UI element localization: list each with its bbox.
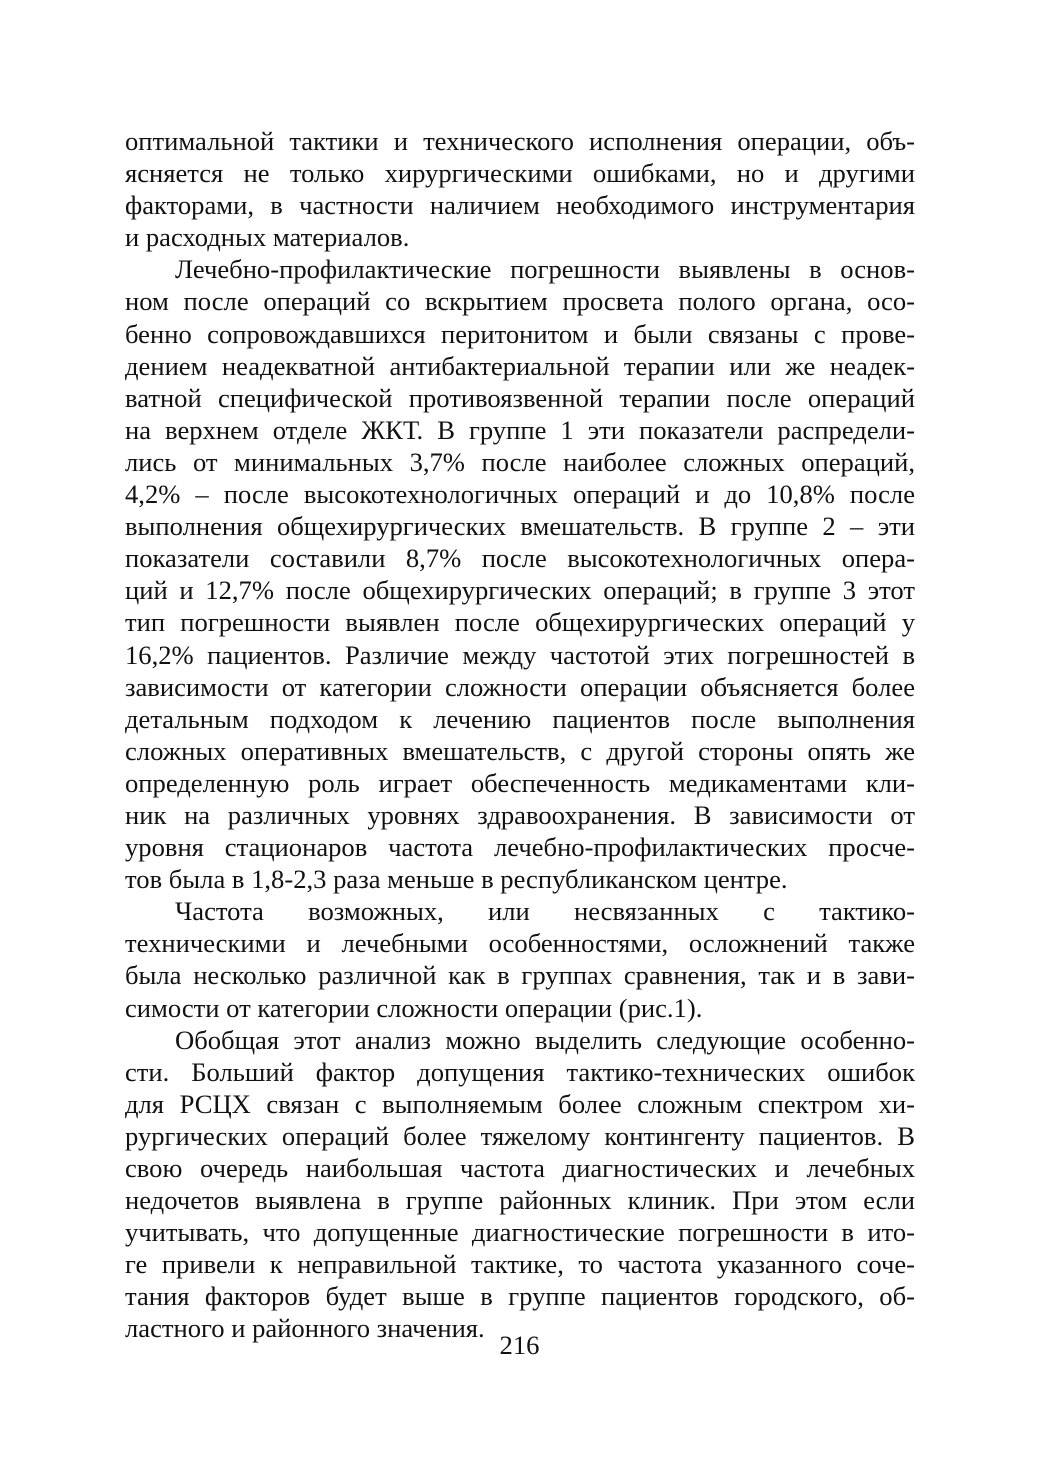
text-line: зависимости от категории сложности операции объясняется более	[125, 671, 915, 702]
text-line: Обобщая этот анализ можно выделить следующие особенно-	[175, 1024, 915, 1055]
paragraph	[125, 253, 915, 895]
text-line: 4,2% – после высокотехнологичных операций и до 10,8% после	[125, 479, 915, 510]
text-line: выполнения общехирургических вмешательств. В группе 2 – эти	[125, 511, 915, 542]
text-line: для РСЦХ связан с выполняемым более сложным спектром хи-	[125, 1088, 915, 1119]
text-line: дением неадекватной антибактериальной терапии или же неадек-	[125, 350, 915, 381]
text-line: была несколько различной как в группах сравнения, так и в зави-	[125, 960, 915, 991]
text-line: ватной специфической противоязвенной терапии после операций	[125, 382, 915, 413]
text-line: Частота возможных, или несвязанных с тактико-	[175, 896, 915, 927]
text-line: рургических операций более тяжелому контингенту пациентов. В	[125, 1120, 915, 1151]
text-line: факторами, в частности наличием необходимого инструментария	[125, 190, 915, 221]
paragraph	[125, 1024, 915, 1345]
text-line: детальным подходом к лечению пациентов после выполнения	[125, 703, 915, 734]
text-line: тания факторов будет выше в группе пациентов городского, об-	[125, 1281, 915, 1312]
text-line: лись от минимальных 3,7% после наиболее сложных операций,	[125, 446, 915, 477]
text-line: техническими и лечебными особенностями, осложнений также	[125, 928, 915, 959]
text-line: недочетов выявлена в группе районных клиник. При этом если	[125, 1185, 915, 1216]
paragraph	[125, 125, 915, 253]
text-line: и расходных материалов.	[125, 222, 410, 253]
text-line: симости от категории сложности операции (рис.1).	[125, 992, 703, 1023]
text-line: Лечебно-профилактические погрешности выявлены в основ-	[175, 254, 915, 285]
text-line: ге привели к неправильной тактике, то частота указанного соче-	[125, 1249, 915, 1280]
text-line: ций и 12,7% после общехирургических операций; в группе 3 этот	[125, 575, 915, 606]
text-line: ник на различных уровнях здравоохранения. В зависимости от	[125, 799, 915, 830]
text-line: оптимальной тактики и технического исполнения операции, объ-	[125, 126, 915, 156]
text-line: ластного и районного значения.	[125, 1313, 485, 1344]
text-line: тип погрешности выявлен после общехирургических операций у	[125, 607, 915, 638]
text-line: ном после операций со вскрытием просвета полого органа, осо-	[125, 286, 915, 317]
text-line: свою очередь наибольшая частота диагностических и лечебных	[125, 1153, 915, 1183]
text-line: показатели составили 8,7% после высокотехнологичных опера-	[125, 543, 915, 574]
text-line: определенную роль играет обеспеченность медикаментами кли-	[125, 767, 915, 798]
page-body	[125, 125, 915, 1345]
text-line: сложных оперативных вмешательств, с другой стороны опять же	[125, 735, 915, 766]
text-line: сти. Больший фактор допущения тактико-технических ошибок	[125, 1056, 915, 1087]
paragraph	[125, 895, 915, 1023]
text-line: 16,2% пациентов. Различие между частотой этих погрешностей в	[125, 639, 915, 670]
page-number: 216	[499, 1330, 540, 1360]
text-line: уровня стационаров частота лечебно-профилактических просче-	[125, 832, 915, 863]
text-line: тов была в 1,8-2,3 раза меньше в республиканском центре.	[125, 864, 788, 895]
text-line: ясняется не только хирургическими ошибками, но и другими	[125, 158, 915, 189]
text-line: учитывать, что допущенные диагностические погрешности в ито-	[125, 1217, 915, 1248]
text-line: на верхнем отделе ЖКТ. В группе 1 эти показатели распредели-	[125, 414, 915, 445]
text-line: бенно сопровождавшихся перитонитом и были связаны с прове-	[125, 318, 915, 349]
